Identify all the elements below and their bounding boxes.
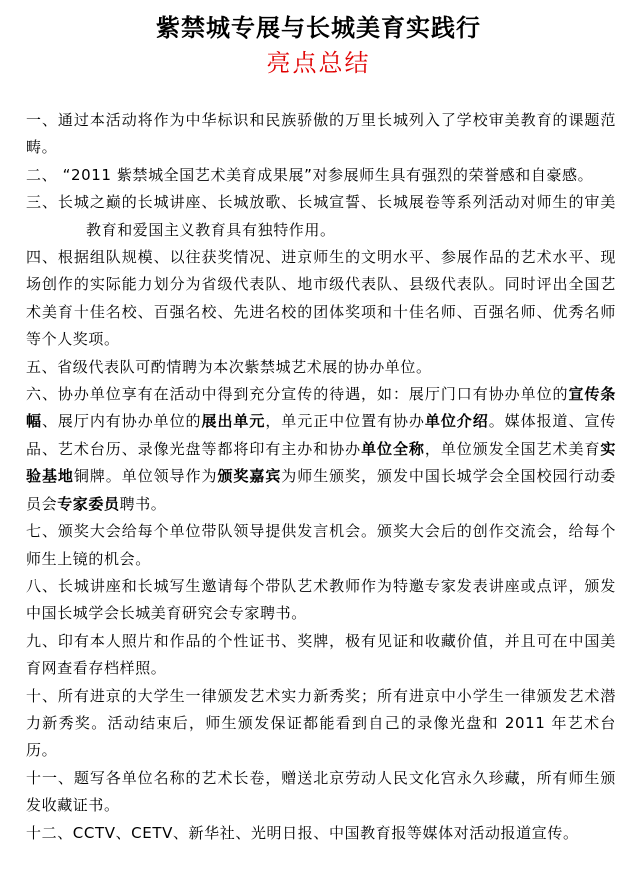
item-12: 十二、CCTV、CETV、新华社、光明日报、中国教育报等媒体对活动报道宣传。 (26, 823, 579, 842)
item-6-text-5: ，单位颁发全国艺术美育 (424, 439, 601, 458)
item-6-bold-5: 实验基地 (26, 439, 617, 486)
item-1: 一、通过本活动将作为中华标识和民族骄傲的万里长城列入了学校审美教育的课题范畴。 (26, 111, 616, 157)
item-3: 三、长城之巅的长城讲座、长城放歌、长城宣誓、长城展卷等系列活动对师生的审美教育和爱国主义教育具有独特作用。 (26, 193, 616, 239)
item-6-text-2: 、展厅内有协办单位的 (41, 412, 202, 431)
item-6 (26, 381, 616, 518)
item-6-text-8: 聘书。 (119, 494, 167, 513)
item-2: 二、 “2011 紫禁城全国艺术美育成果展”对参展师生具有强烈的荣誉感和自豪感。 (26, 165, 594, 184)
item-6-text-7: 为师生颁奖，颁发中国长城学会全国校园行动委员会 (26, 467, 616, 513)
item-7: 七、颁奖大会给每个单位带队领导提供发言机会。颁奖大会后的创作交流会，给每个师生上镜的机会。 (26, 522, 616, 568)
item-6-bold-4: 单位全称 (361, 439, 425, 458)
item-5: 五、省级代表队可酌情聘为本次紫禁城艺术展的协办单位。 (26, 357, 432, 376)
item-6-text-6: 铜牌。单位领导作为 (73, 467, 218, 486)
item-6-text-1: 六、协办单位享有在活动中得到充分宣传的待遇，如：展厅门口有协办单位的 (26, 385, 569, 404)
document-title: 紫禁城专展与长城美育实践行 (156, 14, 481, 42)
document-body (26, 107, 616, 847)
item-6-bold-1: 宣传条幅 (26, 385, 616, 431)
item-6-bold-2: 展出单元 (201, 412, 266, 431)
item-6-bold-7: 专家委员 (57, 494, 120, 513)
item-6-text-4: 。媒体报道、宣传品、艺术台历、录像光盘等都将印有主办和协办 (26, 412, 616, 458)
item-9: 九、印有本人照片和作品的个性证书、奖牌，极有见证和收藏价值，并且可在中国美育网查看存档样照。 (26, 631, 616, 678)
item-10: 十、所有进京的大学生一律颁发艺术实力新秀奖；所有进京中小学生一律颁发艺术潜力新秀奖。活动结束后，师生颁发保证都能看到自己的录像光盘和 2011 年艺术台历。 (26, 686, 616, 760)
item-6-bold-3: 单位介绍 (424, 412, 489, 431)
item-6-text-3: ，单元正中位置有协办 (265, 412, 425, 431)
item-6-bold-6: 颁奖嘉宾 (217, 467, 282, 486)
document-subtitle: 亮点总结 (266, 49, 371, 77)
item-4: 四、根据组队规模、以往获奖情况、进京师生的文明水平、参展作品的艺术水平、现场创作的实际能力划分为省级代表队、地市级代表队、县级代表队。同时评出全国艺术美育十佳名校、百强名校、先进名校的团体奖项和十佳名师、百强名师、优秀名师等个人奖项。 (26, 248, 616, 349)
item-8: 八、长城讲座和长城写生邀请每个带队艺术教师作为特邀专家发表讲座或点评，颁发中国长城学会长城美育研究会专家聘书。 (26, 576, 616, 623)
item-11: 十一、题写各单位名称的艺术长卷，赠送北京劳动人民文化宫永久珍藏，所有师生颁发收藏证书。 (26, 768, 616, 815)
